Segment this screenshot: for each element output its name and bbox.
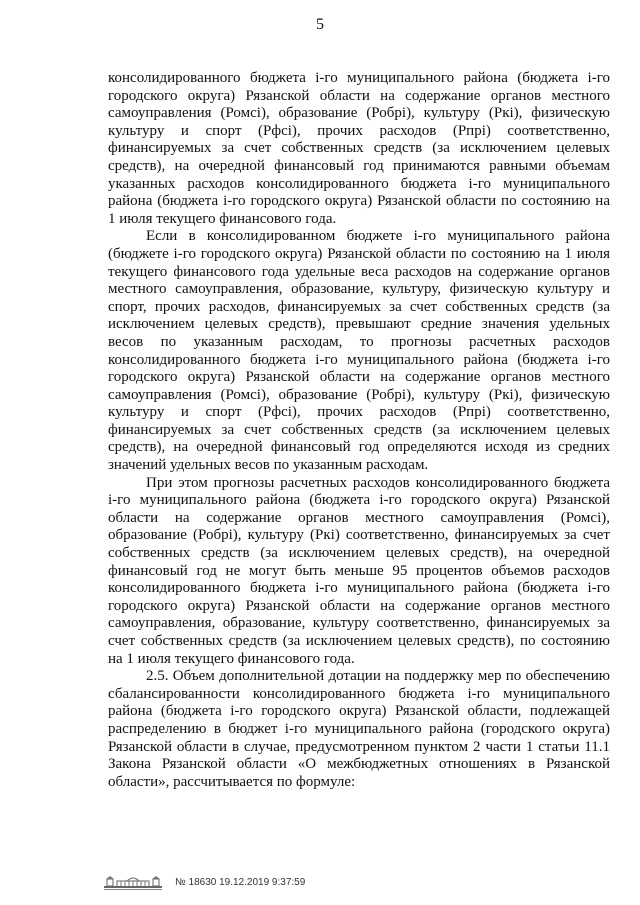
paragraph-continuation: консолидированного бюджета i-го муниципального района (бюджета i-го городского округа) Рязанской области на содержание органов местного самоуправления (Ромсi), образование (Робрi), культуру (Ркi), физическую культуру и спорт (Рфсi), прочих расходов (Рпрi) соответственно, финансируемых за счет собственных средств (за исключением целевых средств), на очередной финансовый год принимаются равными объемам указанных расходов консолидированного бюджета i-го муниципального района (бюджета i-го городского округа) Рязанской области по состоянию на 1 июля текущего финансового года. — [108, 70, 610, 227]
paragraph-average-share-rule: Если в консолидированном бюджете i-го муниципального района (бюджете i-го городского округа) Рязанской области по состоянию на 1 июля текущего финансового года удельные веса расходов на содержание органов местного самоуправления, образование, культуру, физическую культуру и спорт, прочих расходов, финансируемых за счет собственных средств (за исключением целевых средств), превышают средние значения удельных весов по указанным расходам, то прогнозы расчетных расходов консолидированного бюджета i-го муниципального района (бюджета i-го городского округа) Рязанской области на содержание органов местного самоуправления (Ромсi), образование (Робрi), культуру (Ркi), физическую культуру и спорт (Рфсi), прочих расходов (Рпрi) соответственно, финансируемых за счет собственных средств (за исключением целевых средств), на очередной финансовый год определяются исходя из средних значений удельных весов по указанным расходам. — [108, 228, 610, 474]
registration-footer — [103, 872, 305, 892]
building-emblem-icon — [103, 873, 165, 891]
paragraph-95-percent-limit: При этом прогнозы расчетных расходов консолидированного бюджета i-го муниципального района (бюджета i-го городского округа) Рязанской области на содержание органов местного самоуправления (Ромсi), образование (Робрi), культуру (Ркi) соответственно, финансируемых за счет собственных средств (за исключением целевых средств), на очередной финансовый год не могут быть меньше 95 процентов объемов расходов консолидированного бюджета i-го муниципального района (бюджета i-го городского округа) Рязанской области на содержание органов местного самоуправления, образование, культуру соответственно, финансируемых за счет собственных средств (за исключением целевых средств), по состоянию на 1 июля текущего финансового года. — [108, 474, 610, 667]
document-registration-mark: № 18630 19.12.2019 9:37:59 — [175, 876, 306, 888]
document-body — [108, 70, 610, 791]
page-number: 5 — [316, 16, 324, 33]
paragraph-2-5-additional-subsidy: 2.5. Объем дополнительной дотации на поддержку мер по обеспечению сбалансированности консолидированного бюджета i-го муниципального района (бюджета i-го городского округа) Рязанской области, подлежащей распределению в бюджет i-го муниципального района (городского округа) Рязанской области в случае, предусмотренном пунктом 2 части 1 статьи 11.1 Закона Рязанской области «О межбюджетных отношениях в Рязанской области», рассчитывается по формуле: — [108, 668, 610, 790]
